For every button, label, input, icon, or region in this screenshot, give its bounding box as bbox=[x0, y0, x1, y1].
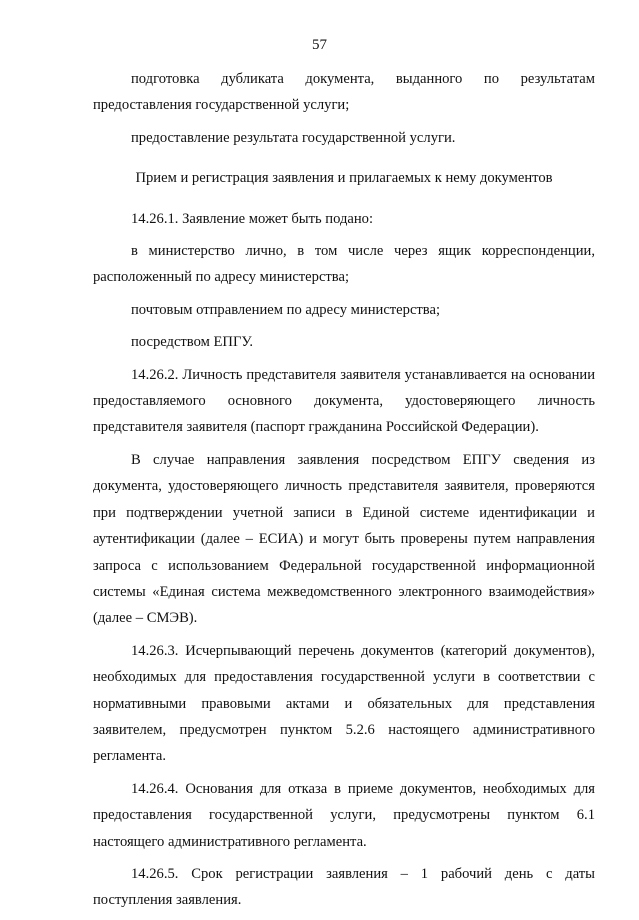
paragraph-14-26-4: 14.26.4. Основания для отказа в приеме документов, необходимых для предоставления государственной услуги, предусмотрены пунктом 6.1 настоящего административного регламента. bbox=[93, 780, 595, 850]
document-body bbox=[93, 66, 595, 920]
paragraph-result-provision: предоставление результата государственной услуги. bbox=[131, 129, 456, 146]
paragraph-duplicate-document: подготовка дубликата документа, выданного по результатам предоставления государственной услуги; bbox=[93, 71, 595, 114]
paragraph-14-26-5: 14.26.5. Срок регистрации заявления – 1 рабочий день с даты поступления заявления. bbox=[93, 865, 595, 909]
paragraph-14-26-2: 14.26.2. Личность представителя заявителя устанавливается на основании предоставляемого основного документа, удостоверяющего личность представителя заявителя (паспорт гражданина Российской Федерации). bbox=[93, 366, 595, 436]
paragraph-in-person: в министерство лично, в том числе через ящик корреспонденции, расположенный по адресу министерства; bbox=[93, 243, 595, 286]
paragraph-14-26-1: 14.26.1. Заявление может быть подано: bbox=[131, 210, 374, 227]
paragraph-by-mail: почтовым отправлением по адресу министерства; bbox=[131, 301, 441, 318]
paragraph-via-epgu: посредством ЕПГУ. bbox=[131, 334, 253, 351]
paragraph-14-26-3: 14.26.3. Исчерпывающий перечень документов (категорий документов), необходимых для предоставления государственной услуги в соответствии с нормативными правовыми актами и обязательных для представления заявителем, предусмотрен пунктом 5.2.6 настоящего административного регламента. bbox=[93, 642, 595, 765]
paragraph-esia-verification: В случае направления заявления посредством ЕПГУ сведения из документа, удостоверяющего личность представителя заявителя, проверяются при подтверждении учетной записи в Единой системе идентификации и аутентификации (далее – ЕСИА) и могут быть проверены путем направления запроса с использованием Федеральной государственной информационной системы «Единая система межведомственного электронного взаимодействия» (далее – СМЭВ). bbox=[93, 451, 595, 627]
page-number: 57 bbox=[312, 37, 327, 53]
section-heading: Прием и регистрация заявления и прилагаемых к нему документов bbox=[135, 170, 553, 187]
